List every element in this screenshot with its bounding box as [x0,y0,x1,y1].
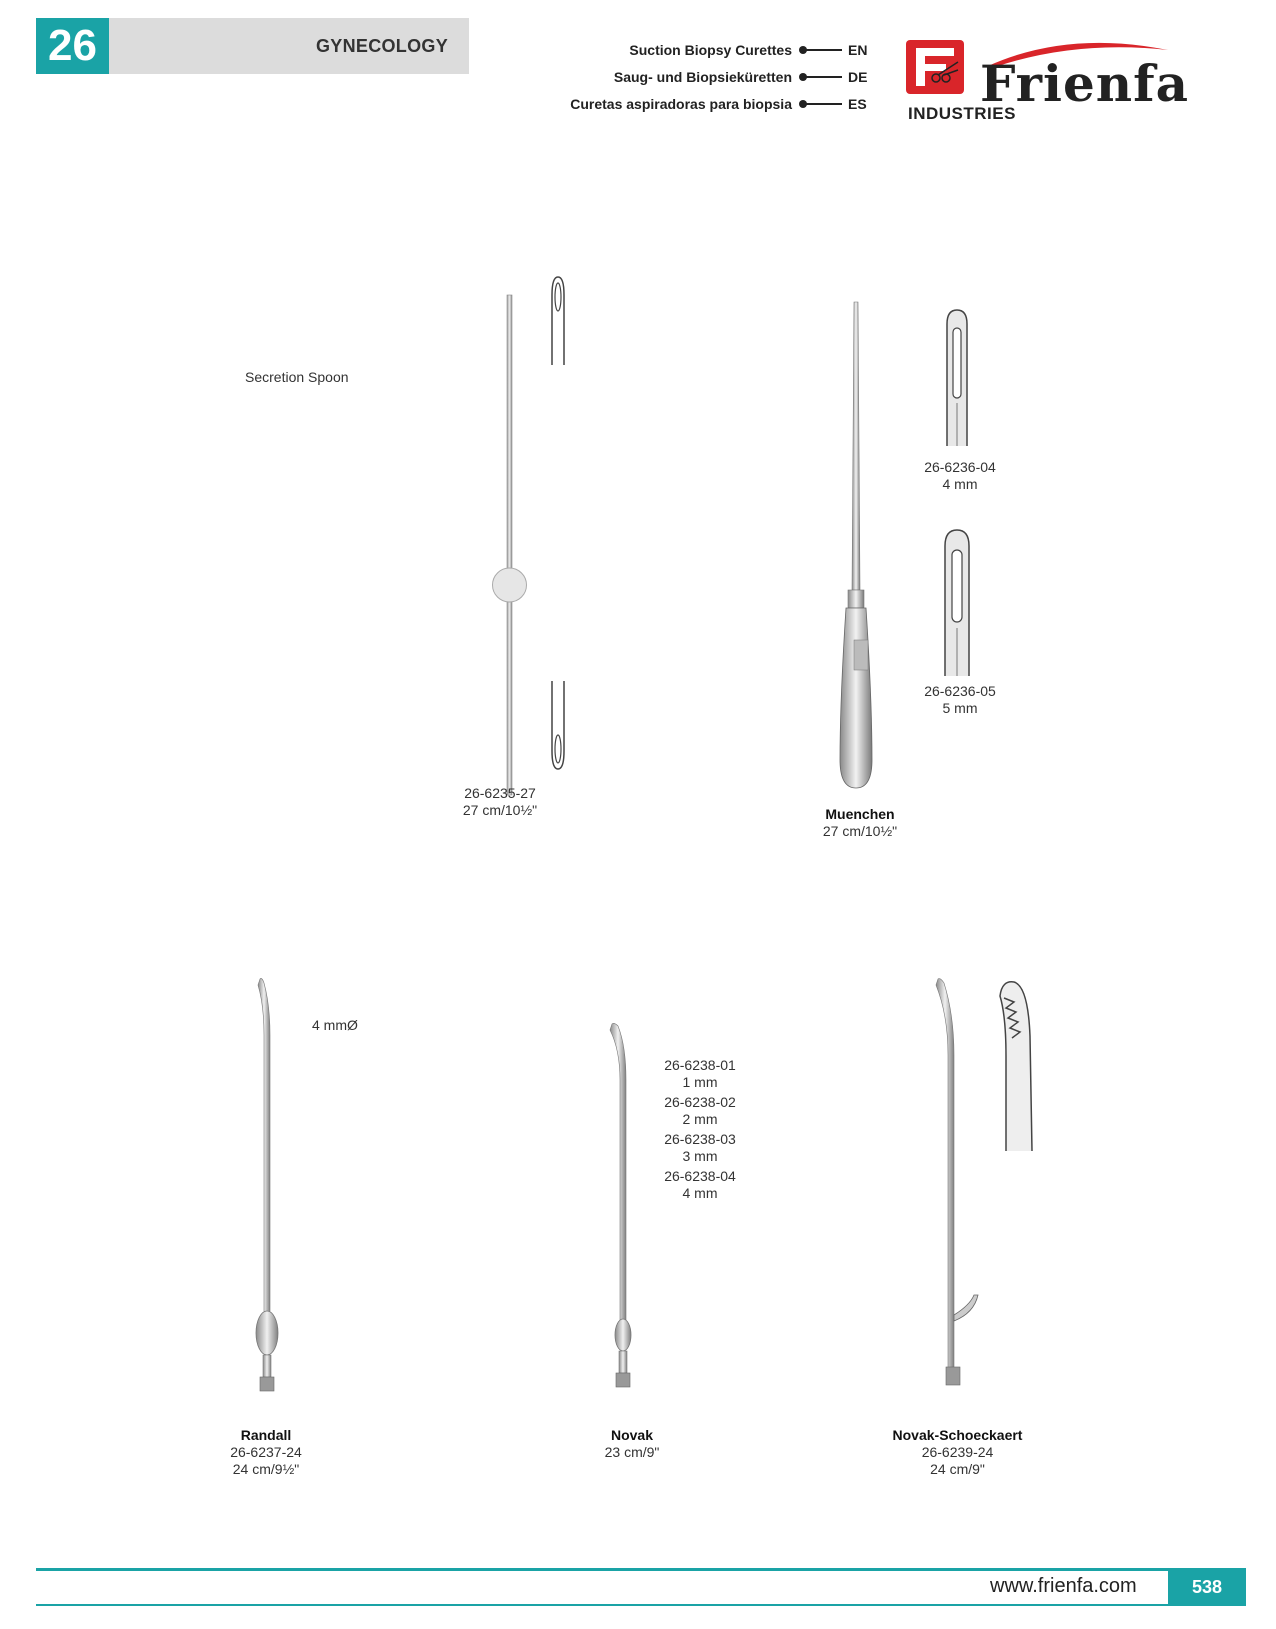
novak-variant-2mm: 26-6238-02 2 mm [664,1094,736,1127]
muenchen-variant-5mm: 26-6236-05 5 mm [924,683,996,716]
brand-logo-icon [906,40,964,94]
novak-schoeckaert-curette-icon [930,975,990,1405]
novak-variant-3mm: 26-6238-03 3 mm [664,1131,736,1164]
spoon-tip-bottom-icon [548,676,568,771]
muenchen-variant-4mm: 26-6236-04 4 mm [924,459,996,492]
footer-website-link[interactable]: www.frienfa.com [990,1575,1137,1597]
chapter-number: 26 [36,18,109,74]
footer-rule-top [36,1568,1246,1571]
secretion-spoon-caption: Secretion Spoon [245,369,349,385]
novak-schoeckaert-label: Novak-Schoeckaert 26-6239-24 24 cm/9" [892,1427,1023,1477]
chapter-title: GYNECOLOGY [316,36,449,56]
footer-rule-bottom [36,1604,1246,1606]
brand-name: Frienfa [980,54,1190,113]
randall-label: Randall 26-6237-24 24 cm/9½" [230,1427,302,1477]
secretion-spoon-icon [480,290,540,810]
muenchen-curette-icon [826,300,886,800]
title-en: Suction Biopsy Curettes EN [629,42,868,58]
title-de: Saug- und Biopsieküretten DE [613,69,868,85]
novak-variant-1mm: 26-6238-01 1 mm [664,1057,736,1090]
muenchen-label: Muenchen 27 cm/10½" [822,806,898,839]
novak-variant-4mm: 26-6238-04 4 mm [664,1168,736,1201]
title-es: Curetas aspiradoras para biopsia ES [570,96,867,112]
muenchen-tip-5mm-icon [942,528,972,678]
novak-curette-icon [604,1020,644,1405]
novak-label: Novak 23 cm/9" [604,1427,660,1460]
brand-subtitle: INDUSTRIES [908,104,1016,123]
page-number: 538 [1168,1568,1246,1606]
randall-curette-icon [250,975,290,1395]
novak-schoeckaert-tip-icon [992,976,1042,1156]
randall-diameter-note: 4 mmØ [312,1017,358,1033]
spoon-tip-top-icon [548,275,568,370]
secretion-spoon-label: 26-6235-27 27 cm/10½" [462,785,538,818]
muenchen-tip-4mm-icon [944,308,970,448]
